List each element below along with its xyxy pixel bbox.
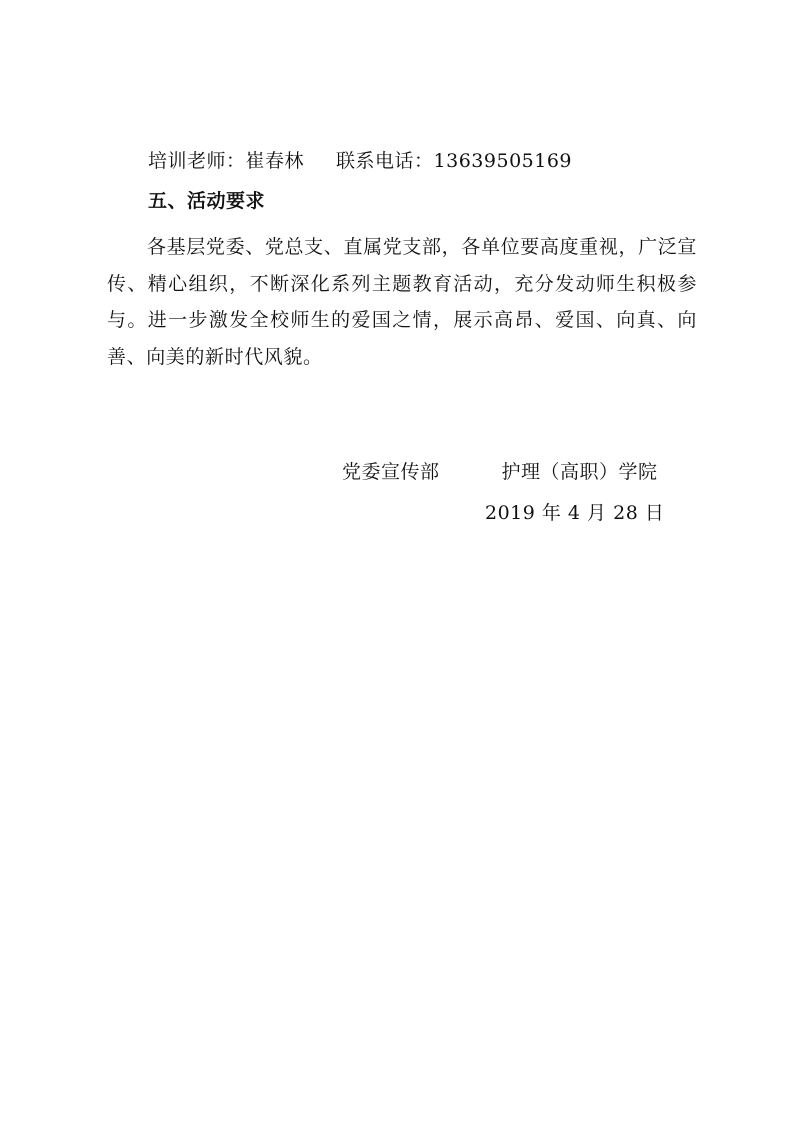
trainer-name: 崔春林 [245,150,305,172]
requirements-paragraph: 各基层党委、党总支、直属党支部，各单位要高度重视，广泛宣传、精心组织，不断深化系列主题教育活动，充分发动师生积极参与。进一步激发全校师生的爱国之情，展示高昂、爱国、向真、向善、向美的新时代风貌。 [107,236,697,368]
contact-line [148,148,572,174]
phone-label: 联系电话： [336,150,434,172]
signature-org-publicity: 党委宣传部 [342,461,440,483]
signature-date: 2019 年 4 月 28 日 [485,502,665,524]
phone-number: 13639505169 [433,150,573,172]
section-heading: 五、活动要求 [148,190,266,212]
signature-organizations [342,459,658,485]
signature-org-nursing: 护理（高职）学院 [501,461,658,483]
trainer-label: 培训老师： [148,150,246,172]
